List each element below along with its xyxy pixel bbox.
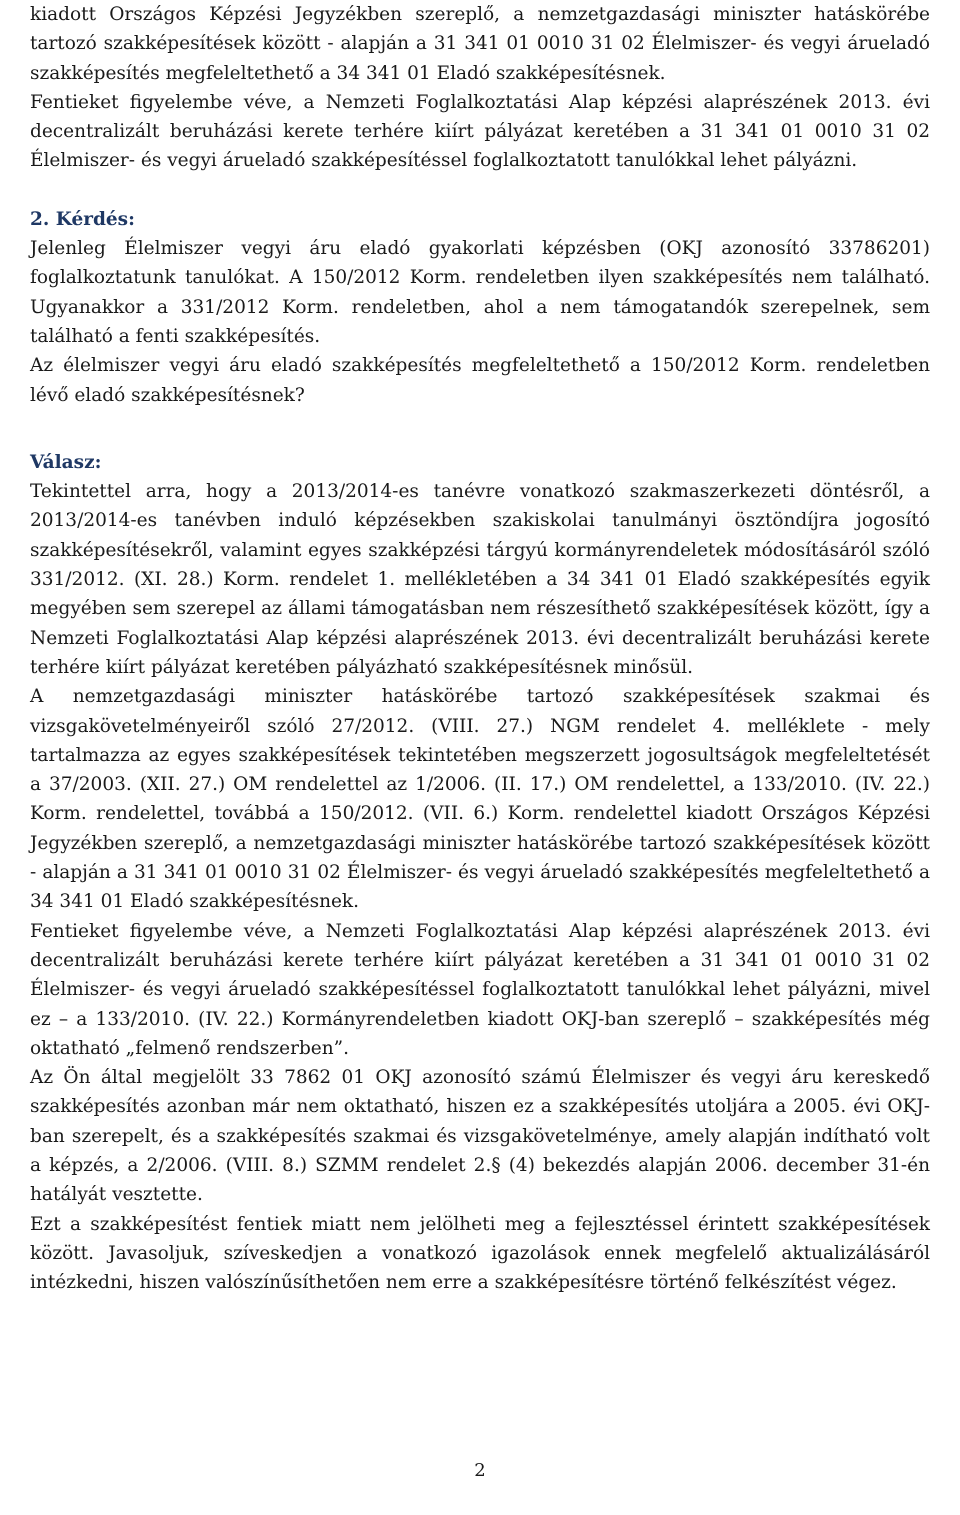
question-label: Kérdés: (55, 208, 135, 230)
answer-section (30, 448, 930, 1298)
answer-paragraph: Tekintettel arra, hogy a 2013/2014-es tanévre vonatkozó szakmaszerkezeti döntésről, a 2013/2014-es tanévben induló képzésekben szakiskolai tanulmányi ösztöndíjra jogosító szakképesítésekről, valamint egyes szakképzési tárgyú kormányrendeletek módosításáról szóló 331/2012. (XI. 28.) Korm. rendelet 1. mellékletében a 34 341 01 Eladó szakképesítés egyik megyében sem szerepel az állami támogatásban nem részesíthető szakképesítések között, így a Nemzeti Foglalkoztatási Alap képzési alaprészének 2013. évi decentralizált beruházási kerete terhére kiírt pályázat keretében pályázható szakképesítésnek minősül. (30, 481, 930, 678)
question-heading (30, 205, 930, 234)
question-paragraph: Az élelmiszer vegyi áru eladó szakképesítés megfeleltethető a 150/2012 Korm. rendeletben lévő eladó szakképesítésnek? (30, 355, 930, 406)
intro-section (30, 0, 930, 176)
question-section (30, 205, 930, 410)
intro-paragraph: Fentieket figyelembe véve, a Nemzeti Foglalkoztatási Alap képzési alaprészének 2013. évi decentralizált beruházási kerete terhére kiírt pályázat keretében a 31 341 01 0010 31 02 Élelmiszer- és vegyi árueladó szakképesítéssel foglalkoztatott tanulókkal lehet pályázni. (30, 91, 930, 172)
answer-paragraph: Fentieket figyelembe véve, a Nemzeti Foglalkoztatási Alap képzési alaprészének 2013. évi decentralizált beruházási kerete terhére kiírt pályázat keretében a 31 341 01 0010 31 02 Élelmiszer- és vegyi árueladó szakképesítéssel foglalkoztatott tanulókkal lehet pályázni, mivel ez – a 133/2010. (IV. 22.) Kormányrendeletben kiadott OKJ-ban szereplő – szakképesítés még oktatható „felmenő rendszerben”. (30, 920, 930, 1059)
answer-paragraph: A nemzetgazdasági miniszter hatáskörébe tartozó szakképesítések szakmai és vizsgakövetelményeiről szóló 27/2012. (VIII. 27.) NGM rendelet 4. melléklete - mely tartalmazza az egyes szakképesítések tekintetében megszerzett jogosultságok megfeleltetését a 37/2003. (XII. 27.) OM rendelettel az 1/2006. (II. 17.) OM rendelettel, a 133/2010. (IV. 22.) Korm. rendelettel, továbbá a 150/2012. (VII. 6.) Korm. rendelettel kiadott Országos Képzési Jegyzékben szereplő, a nemzetgazdasági miniszter hatáskörébe tartozó szakképesítések között - alapján a 31 341 01 0010 31 02 Élelmiszer- és vegyi árueladó szakképesítés megfeleltethető a 34 341 01 Eladó szakképesítésnek. (30, 686, 930, 913)
question-paragraph: Jelenleg Élelmiszer vegyi áru eladó gyakorlati képzésben (OKJ azonosító 33786201) foglalkoztatunk tanulókat. A 150/2012 Korm. rendeletben ilyen szakképesítés nem található. Ugyanakkor a 331/2012 Korm. rendeletben, ahol a nem támogatandók szerepelnek, sem található a fenti szakképesítés. (30, 238, 930, 347)
page-number: 2 (474, 1460, 486, 1481)
answer-paragraph: Az Ön által megjelölt 33 7862 01 OKJ azonosító számú Élelmiszer és vegyi áru kereskedő szakképesítés azonban már nem oktatható, hiszen ez a szakképesítés utoljára a 2005. évi OKJ-ban szerepelt, és a szakképesítés szakmai és vizsgakövetelménye, amely alapján indítható volt a képzés, a 2/2006. (VIII. 8.) SZMM rendelet 2.§ (4) bekezdés alapján 2006. december 31-én hatályát vesztette. (30, 1067, 930, 1206)
question-number: 2. (30, 208, 50, 230)
answer-paragraph: Ezt a szakképesítést fentiek miatt nem jelölheti meg a fejlesztéssel érintett szakképesítések között. Javasoljuk, szíveskedjen a vonatkozó igazolások ennek megfelelő aktualizálásáról intézkedni, hiszen valószínűsíthetően nem erre a szakképesítésre történő felkészítést végez. (30, 1213, 930, 1294)
intro-paragraph: kiadott Országos Képzési Jegyzékben szereplő, a nemzetgazdasági miniszter hatáskörébe tartozó szakképesítések között - alapján a 31 341 01 0010 31 02 Élelmiszer- és vegyi árueladó szakképesítés megfeleltethető a 34 341 01 Eladó szakképesítésnek. (30, 4, 930, 84)
answer-heading: Válasz: (30, 451, 102, 473)
